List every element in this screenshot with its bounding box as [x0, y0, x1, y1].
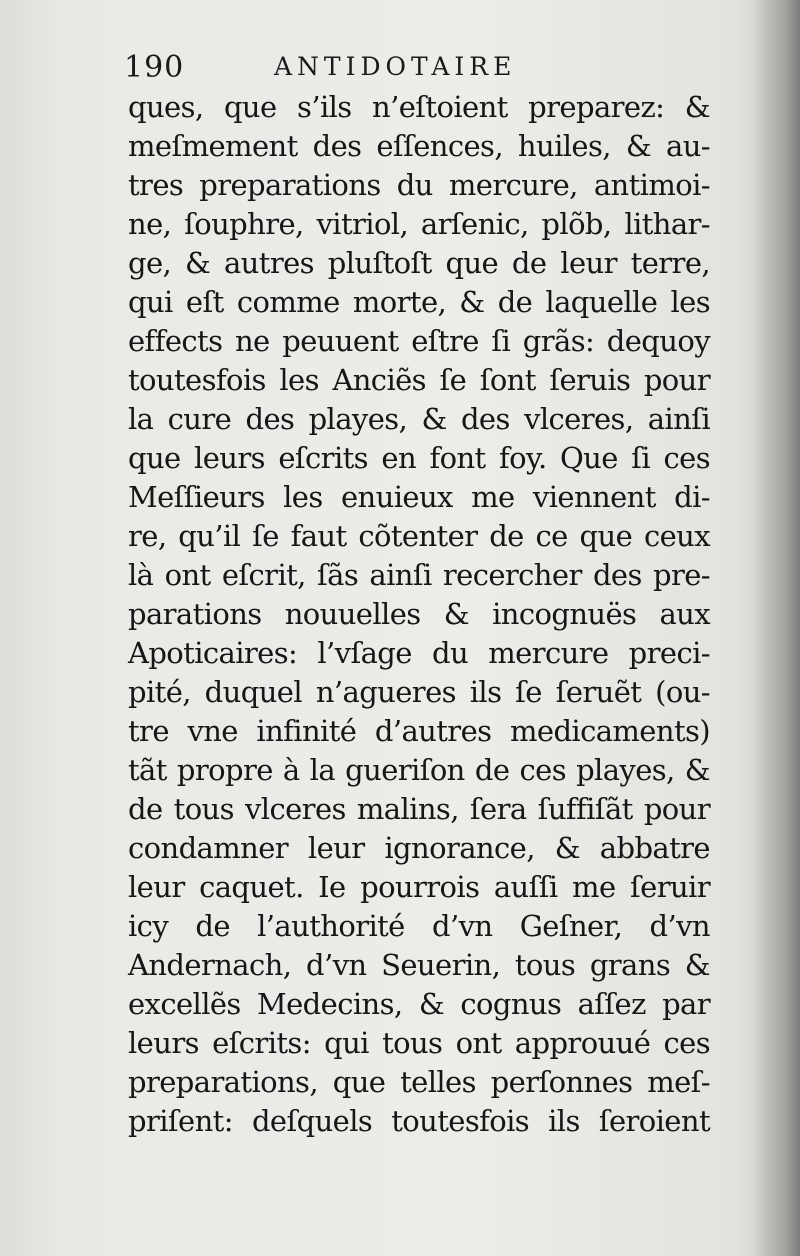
- text-line: qui eſt comme morte, & de laquelle les: [128, 285, 710, 319]
- text-line: leurs eſcrits: qui tous ont approuué ces: [128, 1026, 710, 1060]
- text-line: Andernach, d’vn Seuerin, tous grans &: [128, 948, 710, 982]
- text-line: de tous vlceres malins, ſera ſuffiſãt pour: [128, 792, 710, 826]
- text-line: ques, que s’ils n’eſtoient preparez: &: [128, 90, 710, 124]
- page-number: 190: [124, 50, 185, 85]
- text-line: tre vne infinité d’autres medicaments): [128, 714, 710, 748]
- text-line: la cure des playes, & des vlceres, ainſi: [128, 402, 710, 436]
- page-header: [124, 50, 694, 90]
- text-line: pité, duquel n’agueres ils ſe ſeruẽt (ou-: [128, 675, 710, 709]
- text-line: toutesfois les Anciẽs ſe ſont ſeruis pour: [128, 363, 710, 397]
- text-line: effects ne peuuent eſtre ſi grãs: dequoy: [128, 324, 710, 358]
- text-line: meſmement des eſſences, huiles, & au-: [128, 129, 710, 163]
- text-line: Meſſieurs les enuieux me viennent di-: [128, 480, 710, 514]
- text-line: leur caquet. Ie pourrois auſſi me ſeruir: [128, 870, 710, 904]
- running-head: ANTIDOTAIRE: [274, 52, 517, 81]
- text-line: excellẽs Medecins, & cognus aſſez par: [128, 987, 710, 1021]
- text-line: condamner leur ignorance, & abbatre: [128, 831, 710, 865]
- text-line: là ont eſcrit, ſãs ainſi recercher des pre-: [128, 558, 710, 592]
- text-line: ge, & autres pluſtoſt que de leur terre,: [128, 246, 710, 280]
- text-line: preparations, que telles perſonnes meſ-: [128, 1065, 710, 1099]
- body-text: [128, 88, 710, 1141]
- text-line: Apoticaires: l’vſage du mercure preci-: [128, 636, 710, 670]
- text-line: parations nouuelles & incognuës aux: [128, 597, 710, 631]
- text-line: ne, ſouphre, vitriol, arſenic, plõb, lithar-: [128, 207, 710, 241]
- text-line: tres preparations du mercure, antimoi-: [128, 168, 710, 202]
- spine-shadow: [752, 0, 800, 1256]
- text-line: priſent: deſquels toutesfois ils ſeroient: [128, 1104, 710, 1138]
- text-line: re, qu’il ſe faut cõtenter de ce que ceux: [128, 519, 710, 553]
- text-line: icy de l’authorité d’vn Geſner, d’vn: [128, 909, 710, 943]
- text-line: que leurs eſcrits en font foy. Que ſi ces: [128, 441, 710, 475]
- text-line: tãt propre à la gueriſon de ces playes, &: [128, 753, 710, 787]
